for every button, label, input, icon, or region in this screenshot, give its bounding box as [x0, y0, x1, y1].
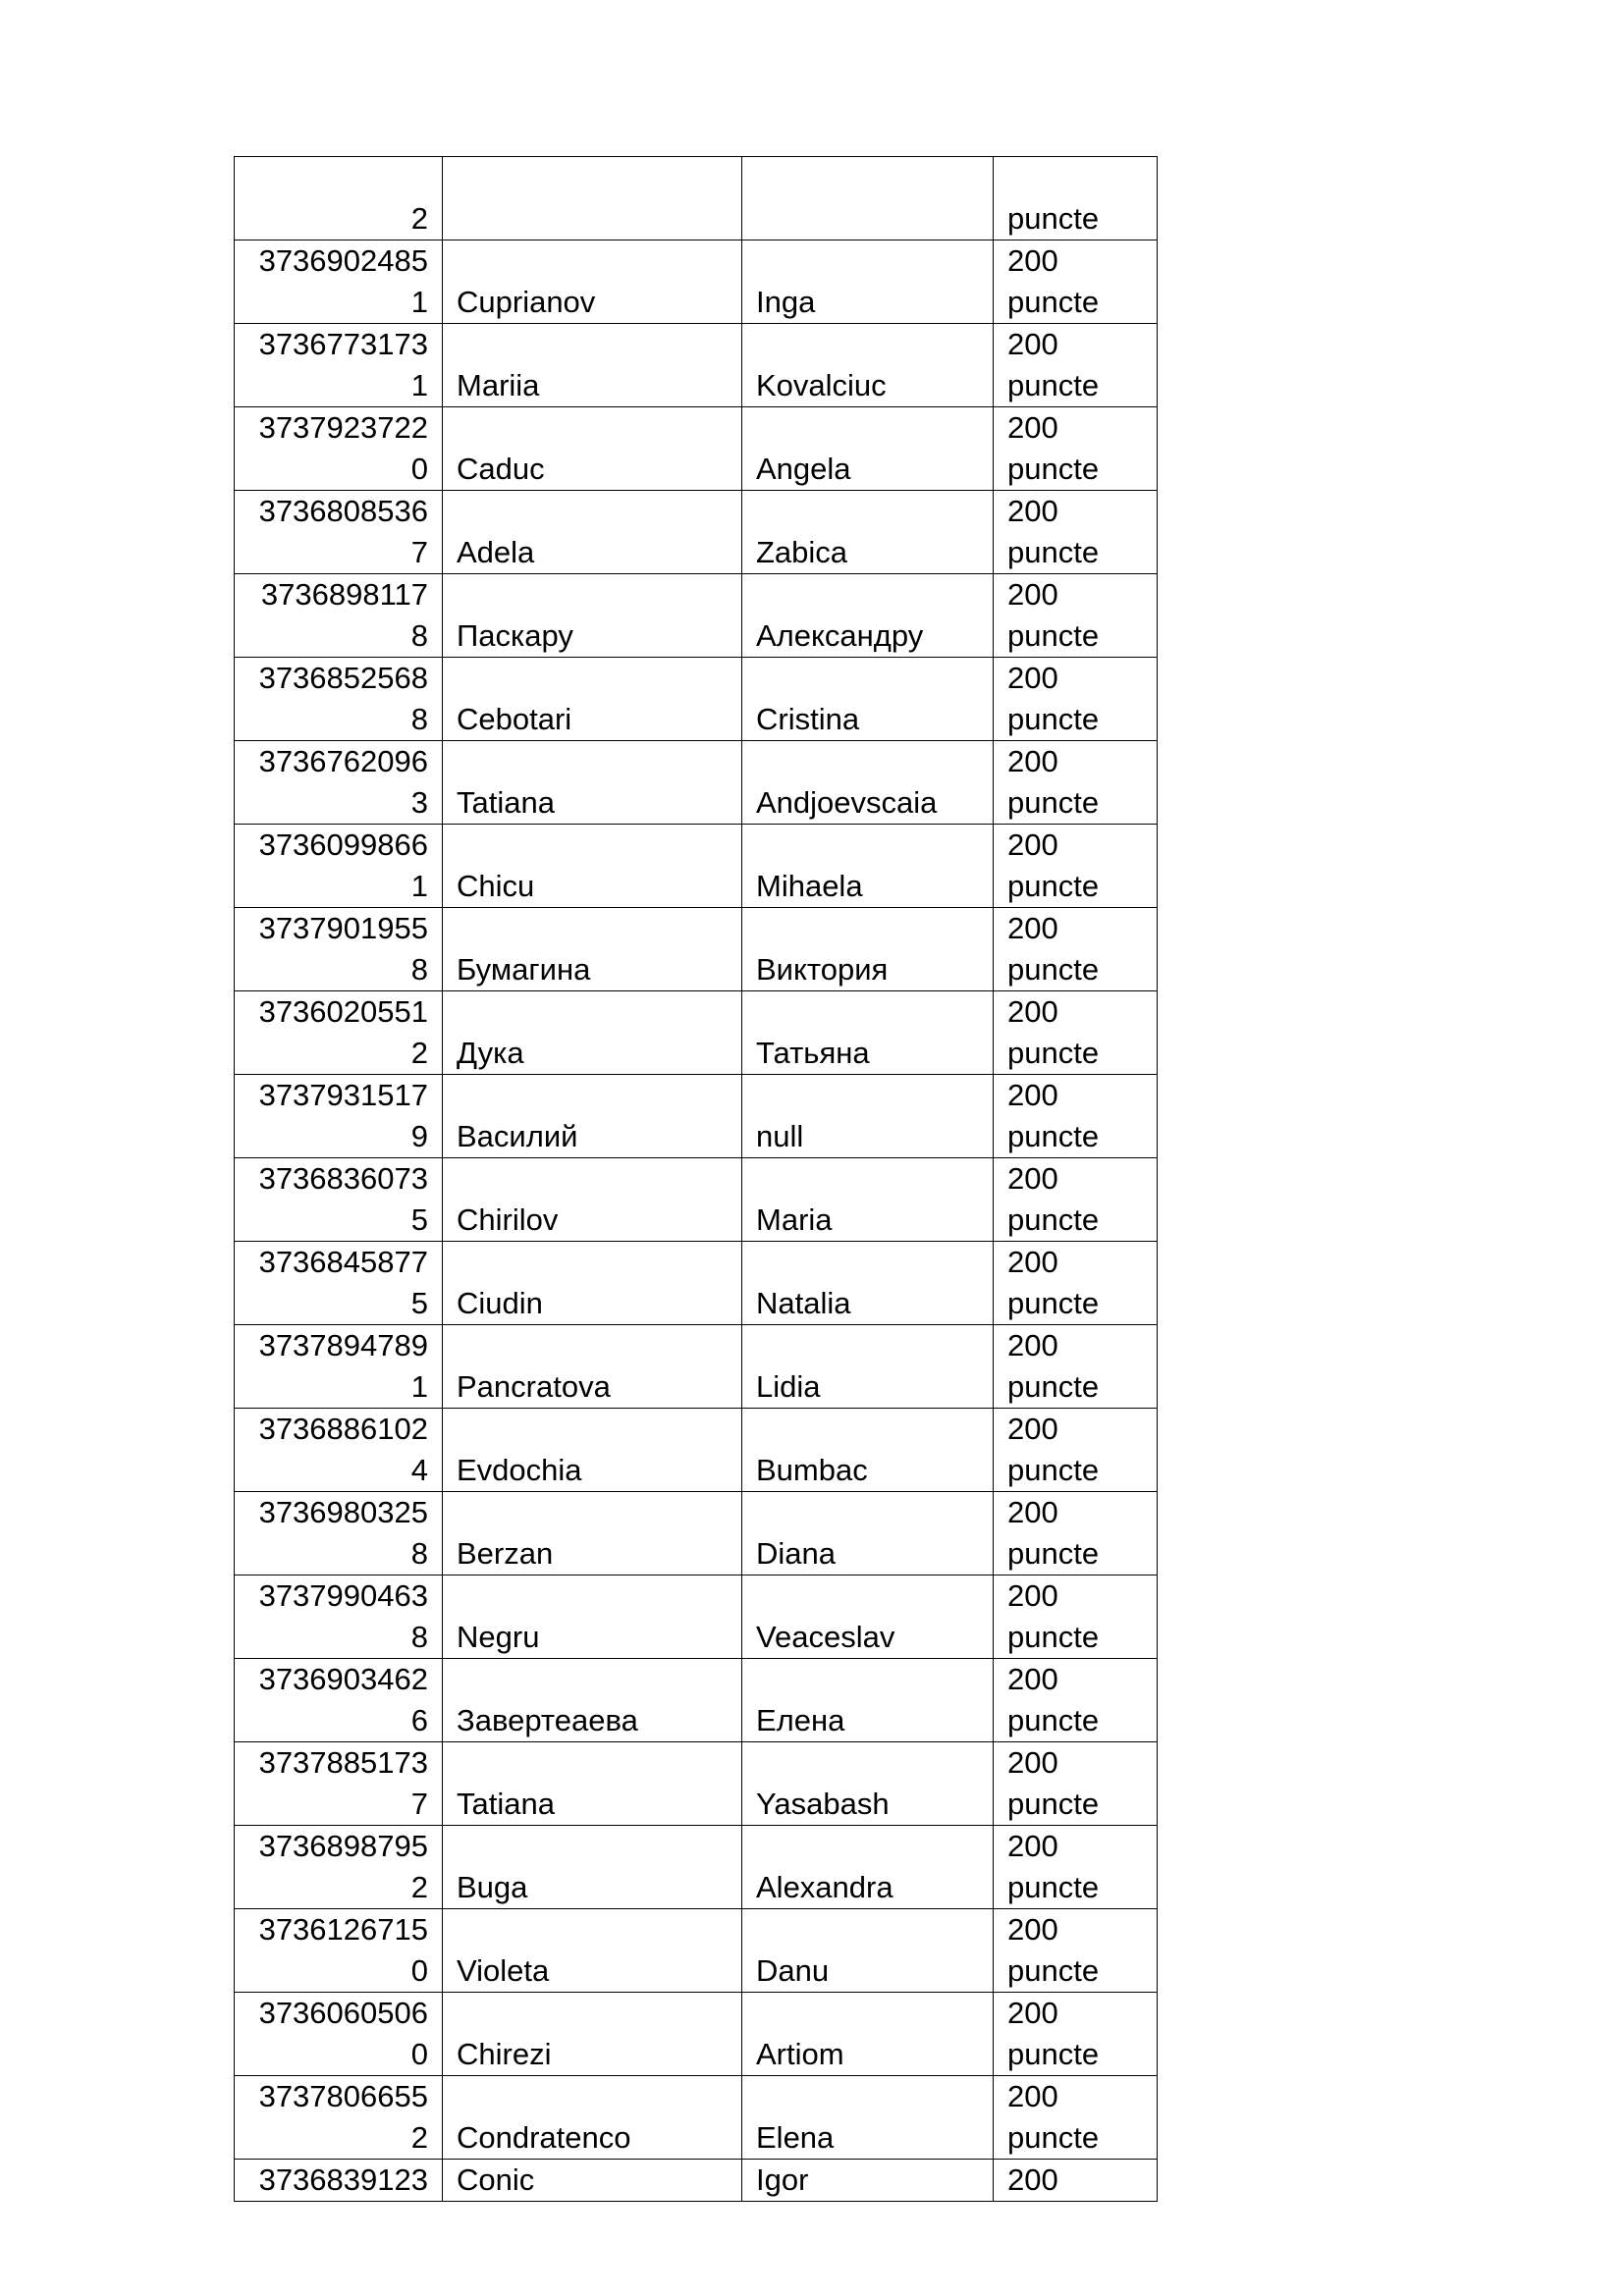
table-row: [235, 574, 1158, 658]
first-name-cell: Виктория: [742, 908, 994, 991]
first-name-cell: Natalia: [742, 1242, 994, 1325]
last-name-cell: [443, 157, 742, 240]
phone-cell-line: 3736980325: [258, 1495, 428, 1529]
phone-cell-line: 8: [410, 1620, 428, 1654]
last-name-cell: Chirezi: [443, 1993, 742, 2076]
points-cell: [994, 407, 1158, 491]
phone-cell: [235, 2076, 443, 2160]
points-cell-line: 200: [1007, 1161, 1058, 1196]
points-cell-line: 200: [1007, 661, 1058, 695]
points-cell-line: puncte: [1007, 1953, 1100, 1988]
first-name-cell: Cristina: [742, 658, 994, 741]
phone-cell-line: 3736845877: [258, 1245, 428, 1279]
points-cell: [994, 741, 1158, 825]
phone-cell-line: 3736762096: [258, 744, 428, 778]
phone-cell: [235, 1826, 443, 1909]
points-cell-line: puncte: [1007, 1787, 1100, 1821]
phone-cell-line: 1: [410, 1369, 428, 1404]
phone-cell-line: 3736902485: [258, 243, 428, 278]
phone-cell: [235, 1242, 443, 1325]
points-cell-line: 200: [1007, 1912, 1058, 1947]
table-row: [235, 1993, 1158, 2076]
first-name-cell: Diana: [742, 1492, 994, 1575]
first-name-cell: null: [742, 1075, 994, 1158]
first-name-cell: Andjoevscaia: [742, 741, 994, 825]
phone-cell-line: 2: [410, 1870, 428, 1904]
points-cell-line: puncte: [1007, 452, 1100, 486]
phone-cell-line: 1: [410, 368, 428, 402]
points-cell: [994, 240, 1158, 324]
table-row: [235, 240, 1158, 324]
phone-cell-line: 5: [410, 1286, 428, 1320]
points-cell: [994, 1242, 1158, 1325]
points-cell-line: 200: [1007, 1996, 1058, 2030]
last-name-cell: Pancratova: [443, 1325, 742, 1409]
points-cell-line: puncte: [1007, 1870, 1100, 1904]
last-name-cell: Ciudin: [443, 1242, 742, 1325]
first-name-cell: Lidia: [742, 1325, 994, 1409]
points-cell-line: puncte: [1007, 2120, 1100, 2155]
table-row: [235, 1742, 1158, 1826]
phone-cell: [235, 574, 443, 658]
phone-cell-line: 3737885173: [258, 1745, 428, 1780]
points-cell-line: puncte: [1007, 1286, 1100, 1320]
last-name-cell: Violeta: [443, 1909, 742, 1993]
points-cell-line: puncte: [1007, 1620, 1100, 1654]
points-cell-line: puncte: [1007, 618, 1100, 653]
points-cell: [994, 1409, 1158, 1492]
first-name-cell: Yasabash: [742, 1742, 994, 1826]
last-name-cell: Mariia: [443, 324, 742, 407]
points-cell-line: 200: [1007, 1245, 1058, 1279]
phone-cell-line: 3736808536: [258, 494, 428, 528]
phone-cell-line: 3736126715: [258, 1912, 428, 1947]
table-row: [235, 991, 1158, 1075]
points-cell-line: puncte: [1007, 535, 1100, 569]
points-cell: [994, 1575, 1158, 1659]
phone-cell: [235, 1909, 443, 1993]
phone-cell-line: 3736099866: [258, 828, 428, 862]
points-cell-line: puncte: [1007, 2037, 1100, 2071]
first-name-cell: Bumbac: [742, 1409, 994, 1492]
table-row: [235, 825, 1158, 908]
table-row: [235, 741, 1158, 825]
last-name-cell: Tatiana: [443, 1742, 742, 1826]
points-cell: [994, 324, 1158, 407]
first-name-cell: Alexandra: [742, 1826, 994, 1909]
phone-cell-line: 3737901955: [258, 911, 428, 945]
first-name-cell: Artiom: [742, 1993, 994, 2076]
last-name-cell: Завертеаева: [443, 1659, 742, 1742]
points-cell-line: puncte: [1007, 1202, 1100, 1237]
last-name-cell: Бумагина: [443, 908, 742, 991]
points-cell: [994, 1158, 1158, 1242]
points-cell-line: 200: [1007, 1328, 1058, 1362]
phone-cell-line: 3736903462: [258, 1662, 428, 1696]
points-cell: [994, 574, 1158, 658]
last-name-cell: Chicu: [443, 825, 742, 908]
table-body: [235, 157, 1158, 2202]
phone-cell: [235, 1659, 443, 1742]
first-name-cell: Kovalciuc: [742, 324, 994, 407]
first-name-cell: [742, 157, 994, 240]
phone-cell: [235, 1075, 443, 1158]
points-cell-line: 200: [1007, 577, 1058, 612]
last-name-cell: Chirilov: [443, 1158, 742, 1242]
points-cell: [994, 1492, 1158, 1575]
points-cell: [994, 2160, 1158, 2202]
table-row: [235, 1909, 1158, 1993]
table-row: [235, 1242, 1158, 1325]
phone-cell: [235, 324, 443, 407]
phone-cell-line: 3736839123: [258, 2163, 428, 2197]
points-cell: [994, 157, 1158, 240]
last-name-cell: Conic: [443, 2160, 742, 2202]
table-row: [235, 908, 1158, 991]
phone-cell: [235, 1158, 443, 1242]
points-cell: [994, 825, 1158, 908]
phone-cell-line: 3736020551: [258, 994, 428, 1029]
first-name-cell: Maria: [742, 1158, 994, 1242]
last-name-cell: Adela: [443, 491, 742, 574]
points-cell: [994, 991, 1158, 1075]
table-row: [235, 1325, 1158, 1409]
points-cell: [994, 658, 1158, 741]
points-cell-line: puncte: [1007, 1453, 1100, 1487]
table-row: [235, 324, 1158, 407]
points-cell-line: 200: [1007, 1745, 1058, 1780]
table-row: [235, 1409, 1158, 1492]
table-row: [235, 1158, 1158, 1242]
phone-cell-line: 3736898795: [258, 1829, 428, 1863]
phone-cell-line: 1: [410, 869, 428, 903]
table-row: [235, 2076, 1158, 2160]
phone-cell-line: 3737806655: [258, 2079, 428, 2113]
phone-cell-line: 6: [410, 1703, 428, 1737]
phone-cell-line: 3736886102: [258, 1412, 428, 1446]
table-row: [235, 1659, 1158, 1742]
phone-cell-line: 3736773173: [258, 327, 428, 361]
points-cell-line: 200: [1007, 1662, 1058, 1696]
table-row: [235, 1492, 1158, 1575]
phone-cell: [235, 407, 443, 491]
phone-cell: [235, 658, 443, 741]
phone-cell: [235, 157, 443, 240]
first-name-cell: Veaceslav: [742, 1575, 994, 1659]
points-cell: [994, 1826, 1158, 1909]
table-row: [235, 491, 1158, 574]
last-name-cell: Evdochia: [443, 1409, 742, 1492]
points-cell: [994, 908, 1158, 991]
points-cell-line: puncte: [1007, 1703, 1100, 1737]
last-name-cell: Василий: [443, 1075, 742, 1158]
phone-cell-line: 8: [410, 1536, 428, 1571]
points-cell-line: puncte: [1007, 201, 1100, 236]
points-cell-line: puncte: [1007, 702, 1100, 736]
last-name-cell: Tatiana: [443, 741, 742, 825]
phone-cell: [235, 1742, 443, 1826]
phone-cell: [235, 991, 443, 1075]
first-name-cell: Igor: [742, 2160, 994, 2202]
points-cell-line: puncte: [1007, 1036, 1100, 1070]
phone-cell-line: 1: [410, 285, 428, 319]
points-cell-line: puncte: [1007, 785, 1100, 820]
phone-cell-line: 8: [410, 952, 428, 987]
points-cell-line: 200: [1007, 911, 1058, 945]
phone-cell-line: 3736898117: [260, 577, 428, 612]
phone-cell-line: 3736060506: [258, 1996, 428, 2030]
phone-cell-line: 3737894789: [258, 1328, 428, 1362]
points-cell: [994, 1075, 1158, 1158]
phone-cell-line: 3737923722: [258, 410, 428, 445]
points-cell: [994, 491, 1158, 574]
table-row: [235, 407, 1158, 491]
last-name-cell: Cebotari: [443, 658, 742, 741]
points-cell-line: 200: [1007, 2079, 1058, 2113]
phone-cell-line: 5: [410, 1202, 428, 1237]
phone-cell: [235, 240, 443, 324]
points-cell: [994, 1659, 1158, 1742]
phone-cell-line: 8: [410, 702, 428, 736]
phone-cell-line: 3736836073: [258, 1161, 428, 1196]
phone-cell-line: 8: [410, 618, 428, 653]
phone-cell: [235, 1409, 443, 1492]
first-name-cell: Elena: [742, 2076, 994, 2160]
points-cell-line: 200: [1007, 1829, 1058, 1863]
last-name-cell: Negru: [443, 1575, 742, 1659]
phone-cell-line: 2: [410, 2120, 428, 2155]
points-cell: [994, 1993, 1158, 2076]
points-cell: [994, 2076, 1158, 2160]
last-name-cell: Berzan: [443, 1492, 742, 1575]
phone-cell-line: [248, 157, 428, 198]
participants-table: [234, 156, 1158, 2202]
first-name-cell: Mihaela: [742, 825, 994, 908]
phone-cell-line: 9: [410, 1119, 428, 1153]
points-cell-line: puncte: [1007, 285, 1100, 319]
first-name-cell: Александру: [742, 574, 994, 658]
first-name-cell: Danu: [742, 1909, 994, 1993]
last-name-cell: Caduc: [443, 407, 742, 491]
table-row: [235, 658, 1158, 741]
points-cell-line: 200: [1007, 410, 1058, 445]
points-cell: [994, 1325, 1158, 1409]
last-name-cell: Дука: [443, 991, 742, 1075]
phone-cell-line: 0: [410, 2037, 428, 2071]
last-name-cell: Паскару: [443, 574, 742, 658]
last-name-cell: Buga: [443, 1826, 742, 1909]
last-name-cell: Condratenco: [443, 2076, 742, 2160]
phone-cell-line: 4: [410, 1453, 428, 1487]
phone-cell-line: 2: [410, 201, 428, 236]
phone-cell: [235, 1325, 443, 1409]
phone-cell-line: 0: [410, 1953, 428, 1988]
points-cell-line: puncte: [1007, 869, 1100, 903]
phone-cell-line: 7: [410, 1787, 428, 1821]
phone-cell: [235, 491, 443, 574]
phone-cell-line: 3: [410, 785, 428, 820]
phone-cell: [235, 825, 443, 908]
phone-cell-line: 2: [410, 1036, 428, 1070]
points-cell-line: puncte: [1007, 1369, 1100, 1404]
phone-cell: [235, 2160, 443, 2202]
phone-cell-line: 3736852568: [258, 661, 428, 695]
table-row: [235, 1075, 1158, 1158]
phone-cell-line: 3737931517: [258, 1078, 428, 1112]
points-cell-line: 200: [1007, 1578, 1058, 1613]
phone-cell: [235, 741, 443, 825]
points-cell: [994, 1742, 1158, 1826]
phone-cell: [235, 1993, 443, 2076]
points-cell-line: 200: [1007, 744, 1058, 778]
points-cell-line: 200: [1007, 828, 1058, 862]
points-cell: [994, 1909, 1158, 1993]
last-name-cell: Cuprianov: [443, 240, 742, 324]
points-cell-line: 200: [1007, 1412, 1058, 1446]
table-row: [235, 1826, 1158, 1909]
points-cell-line: 200: [1007, 1078, 1058, 1112]
points-cell-line: 200: [1007, 994, 1058, 1029]
table-row: [235, 1575, 1158, 1659]
points-cell-line: puncte: [1007, 1536, 1100, 1571]
points-cell-line: puncte: [1007, 952, 1100, 987]
phone-cell: [235, 1575, 443, 1659]
points-cell-line: puncte: [1007, 368, 1100, 402]
first-name-cell: Елена: [742, 1659, 994, 1742]
points-cell-line: 200: [1007, 1495, 1058, 1529]
points-cell-line: 200: [1007, 243, 1058, 278]
phone-cell: [235, 908, 443, 991]
table-row: [235, 2160, 1158, 2202]
first-name-cell: Angela: [742, 407, 994, 491]
phone-cell-line: 3737990463: [258, 1578, 428, 1613]
phone-cell: [235, 1492, 443, 1575]
phone-cell-line: 0: [410, 452, 428, 486]
points-cell-line: puncte: [1007, 1119, 1100, 1153]
points-cell-line: 200: [1007, 327, 1058, 361]
first-name-cell: Zabica: [742, 491, 994, 574]
first-name-cell: Inga: [742, 240, 994, 324]
first-name-cell: Татьяна: [742, 991, 994, 1075]
table-row: [235, 157, 1158, 240]
points-cell-line: 200: [1007, 494, 1058, 528]
phone-cell-line: 7: [410, 535, 428, 569]
points-cell-line: 200: [1007, 2163, 1058, 2197]
